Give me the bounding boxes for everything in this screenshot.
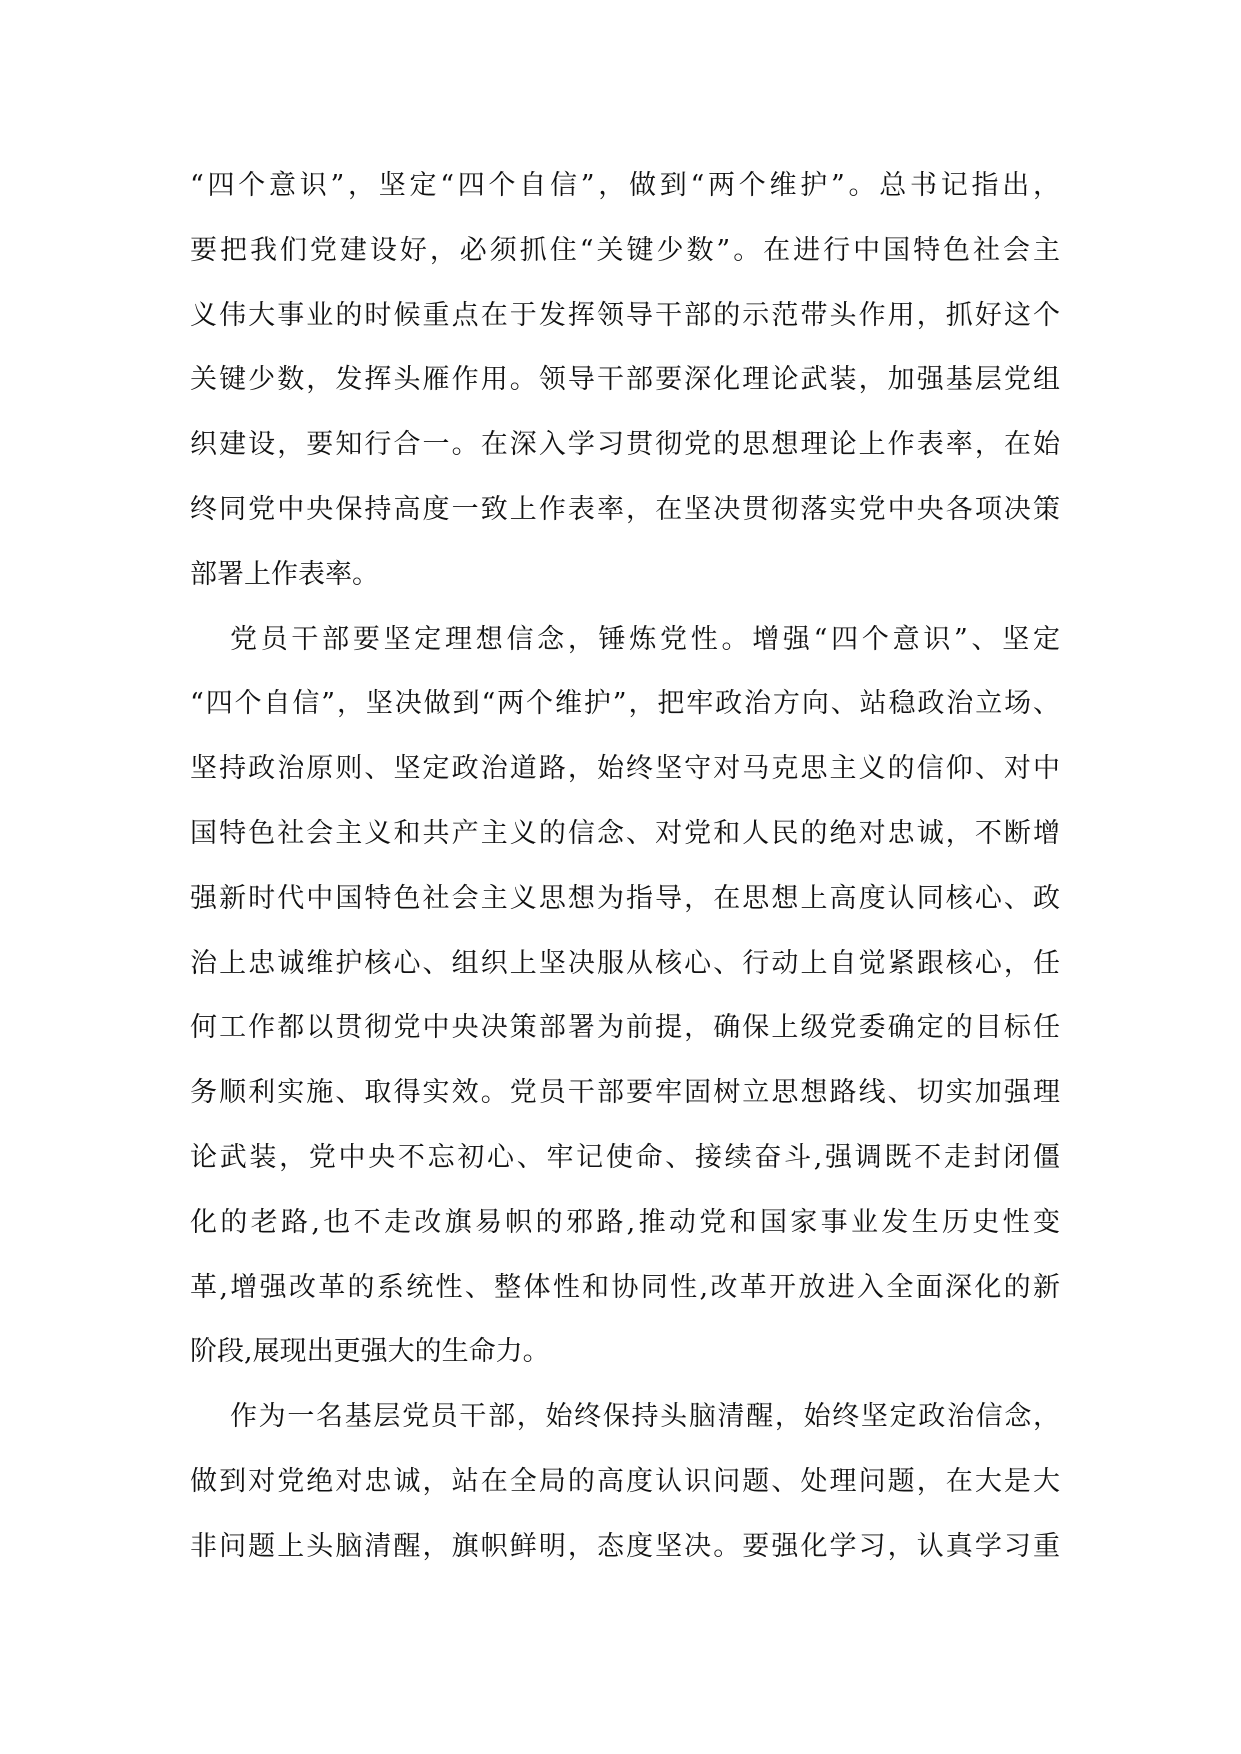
text-line: 国特色社会主义和共产主义的信念、对党和人民的绝对忠诚，不断增 [190,817,1060,849]
text-line: 义伟大事业的时候重点在于发挥领导干部的示范带头作用，抓好这个 [190,299,1060,331]
text-line: 党员干部要坚定理想信念，锤炼党性。增强“四个意识”、坚定 [230,623,1060,655]
paragraph [190,154,1060,608]
body-text [190,154,1060,1580]
text-line: 织建设，要知行合一。在深入学习贯彻党的思想理论上作表率，在始 [190,429,1060,461]
text-line: 务顺利实施、取得实效。党员干部要牢固树立思想路线、切实加强理 [190,1077,1060,1109]
text-line: 非问题上头脑清醒，旗帜鲜明，态度坚决。要强化学习，认真学习重 [190,1530,1060,1562]
text-line: 坚持政治原则、坚定政治道路，始终坚守对马克思主义的信仰、对中 [190,753,1060,785]
text-line: 阶段,展现出更强大的生命力。 [190,1336,550,1368]
text-line: 治上忠诚维护核心、组织上坚决服从核心、行动上自觉紧跟核心，任 [190,947,1060,979]
paragraph [190,1385,1060,1579]
text-line: 作为一名基层党员干部，始终保持头脑清醒，始终坚定政治信念， [230,1401,1060,1433]
paragraph [190,608,1060,1386]
text-line: “四个自信”，坚决做到“两个维护”，把牢政治方向、站稳政治立场、 [190,688,1060,720]
text-line: 何工作都以贯彻党中央决策部署为前提，确保上级党委确定的目标任 [190,1012,1060,1044]
text-line: 化的老路,也不走改旗易帜的邪路,推动党和国家事业发生历史性变 [190,1206,1060,1238]
text-line: 强新时代中国特色社会主义思想为指导，在思想上高度认同核心、政 [190,882,1060,914]
text-line: 部署上作表率。 [190,558,379,590]
text-line: 做到对党绝对忠诚，站在全局的高度认识问题、处理问题，在大是大 [190,1465,1060,1497]
text-line: 论武装，党中央不忘初心、牢记使命、接续奋斗,强调既不走封闭僵 [190,1141,1060,1173]
text-line: “四个意识”，坚定“四个自信”，做到“两个维护”。总书记指出， [190,170,1060,201]
text-line: 要把我们党建设好，必须抓住“关键少数”。在进行中国特色社会主 [190,234,1060,266]
text-line: 关键少数，发挥头雁作用。领导干部要深化理论武装，加强基层党组 [190,364,1060,396]
text-line: 终同党中央保持高度一致上作表率，在坚决贯彻落实党中央各项决策 [190,493,1060,525]
text-line: 革,增强改革的系统性、整体性和协同性,改革开放进入全面深化的新 [190,1271,1060,1303]
